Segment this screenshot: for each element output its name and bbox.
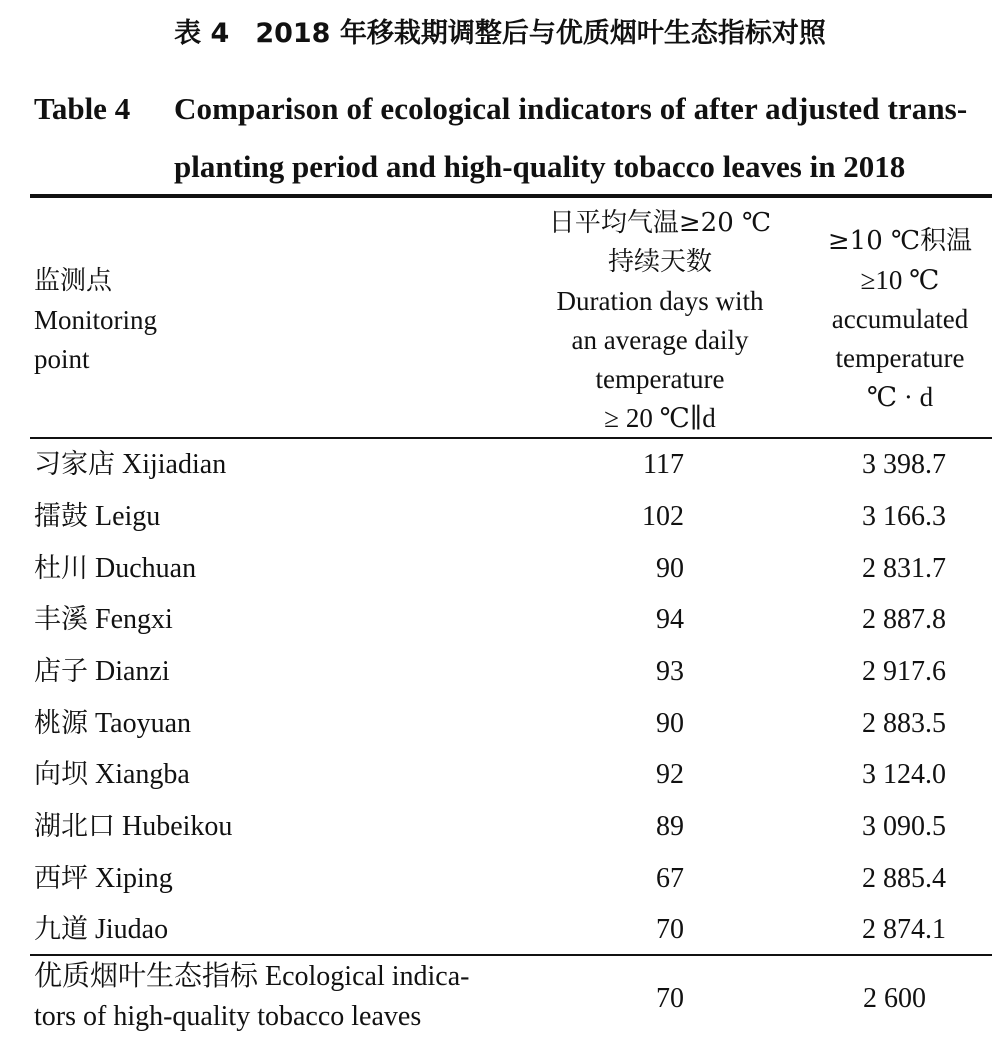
point-name-cn: 擂鼓 [34, 501, 88, 532]
table-row [0, 853, 1000, 905]
monitoring-point-cell [34, 491, 160, 543]
point-name-en: Leigu [95, 501, 161, 532]
indicator-duration-days: 70 [656, 983, 684, 1014]
monitoring-point-cell [34, 439, 226, 491]
indicator-label-cell [34, 957, 534, 1037]
point-name-en: Hubeikou [122, 811, 233, 842]
table-row [0, 491, 1000, 543]
header-duration-days [520, 204, 800, 438]
duration-days-cell: 70 [656, 914, 684, 945]
monitoring-point-cell [34, 698, 191, 750]
duration-days-cell: 92 [656, 759, 684, 790]
accumulated-temperature-cell: 2 887.8 [862, 604, 946, 635]
point-name-en: Fengxi [95, 604, 173, 635]
table-row [0, 646, 1000, 698]
header-col1-en-line2: point [34, 344, 90, 374]
table-caption-chinese [0, 14, 1000, 54]
header-col2-en-line1: Duration days with [556, 286, 764, 316]
table-top-rule [30, 194, 992, 198]
accumulated-temperature-cell: 2 885.4 [862, 863, 946, 894]
point-name-cn: 湖北口 [34, 811, 115, 842]
point-name-cn: 桃源 [34, 708, 88, 739]
duration-days-cell: 117 [643, 449, 684, 480]
point-name-cn: 习家店 [34, 449, 115, 480]
point-name-cn: 西坪 [34, 863, 88, 894]
indicator-label-line2: tors of high-quality tobacco leaves [34, 1001, 422, 1032]
table-title-chinese: 2018 年移栽期调整后与优质烟叶生态指标对照 [255, 18, 826, 49]
table-title-english-line1: Comparison of ecological indicators of after adjusted trans- [174, 91, 968, 126]
point-name-en: Xijiadian [122, 449, 227, 480]
accumulated-temperature-cell: 3 124.0 [862, 759, 946, 790]
table-row [0, 749, 1000, 801]
header-col2-en-line3: temperature [595, 364, 725, 394]
header-accumulated-temperature [805, 222, 995, 417]
duration-days-cell: 94 [656, 604, 684, 635]
table-row [0, 543, 1000, 595]
duration-days-cell: 90 [656, 553, 684, 584]
indicator-row [0, 957, 1000, 1041]
accumulated-temperature-cell: 3 166.3 [862, 501, 946, 532]
monitoring-point-cell [34, 749, 190, 801]
point-name-cn: 杜川 [34, 553, 88, 584]
table-label-english: Table 4 [34, 91, 131, 126]
indicator-label-line1: 优质烟叶生态指标 Ecological indica- [34, 961, 470, 992]
duration-days-cell: 89 [656, 811, 684, 842]
header-col3-line4: temperature [835, 343, 965, 373]
point-name-cn: 九道 [34, 914, 88, 945]
point-name-en: Dianzi [95, 656, 170, 687]
table-row [0, 594, 1000, 646]
table-row [0, 801, 1000, 853]
monitoring-point-cell [34, 646, 170, 698]
accumulated-temperature-cell: 2 883.5 [862, 708, 946, 739]
point-name-en: Xiping [95, 863, 173, 894]
duration-days-cell: 67 [656, 863, 684, 894]
point-name-cn: 丰溪 [34, 604, 88, 635]
point-name-en: Taoyuan [95, 708, 192, 739]
monitoring-point-cell [34, 904, 168, 956]
duration-days-cell: 102 [642, 501, 684, 532]
point-name-en: Xiangba [95, 759, 190, 790]
header-col2-cn-line1: 日平均气温≥20 ℃ [548, 208, 772, 238]
duration-days-cell: 93 [656, 656, 684, 687]
point-name-en: Jiudao [95, 914, 169, 945]
point-name-cn: 店子 [34, 656, 88, 687]
table-row [0, 904, 1000, 956]
table-row [0, 698, 1000, 750]
duration-days-cell: 90 [656, 708, 684, 739]
header-col1-cn: 监测点 [34, 266, 113, 296]
header-col1-en-line1: Monitoring [34, 305, 158, 335]
point-name-en: Duchuan [95, 553, 197, 584]
header-col2-cn-line2: 持续天数 [607, 247, 712, 277]
table-title-english-line2: planting period and high-quality tobacco leaves in 2018 [174, 149, 906, 184]
header-col3-line3: accumulated [831, 304, 969, 334]
table-row [0, 439, 1000, 491]
header-col3-line5: ℃ · d [866, 382, 934, 412]
accumulated-temperature-cell: 3 398.7 [862, 449, 946, 480]
indicator-separator-rule [30, 954, 992, 956]
point-name-cn: 向坝 [34, 759, 88, 790]
accumulated-temperature-cell: 2 874.1 [862, 914, 946, 945]
header-col3-line2: ≥10 ℃ [860, 265, 940, 295]
indicator-accumulated-temperature: 2 600 [863, 983, 926, 1014]
monitoring-point-cell [34, 853, 173, 905]
header-col2-en-line4: ≥ 20 ℃∥d [604, 403, 716, 433]
accumulated-temperature-cell: 2 917.6 [862, 656, 946, 687]
monitoring-point-cell [34, 543, 196, 595]
header-col3-line1: ≥10 ℃积温 [827, 226, 973, 256]
accumulated-temperature-cell: 3 090.5 [862, 811, 946, 842]
monitoring-point-cell [34, 801, 232, 853]
monitoring-point-cell [34, 594, 173, 646]
table-label-chinese: 表 4 [174, 18, 230, 49]
header-monitoring-point [34, 262, 334, 379]
header-col2-en-line2: an average daily [571, 325, 749, 355]
accumulated-temperature-cell: 2 831.7 [862, 553, 946, 584]
